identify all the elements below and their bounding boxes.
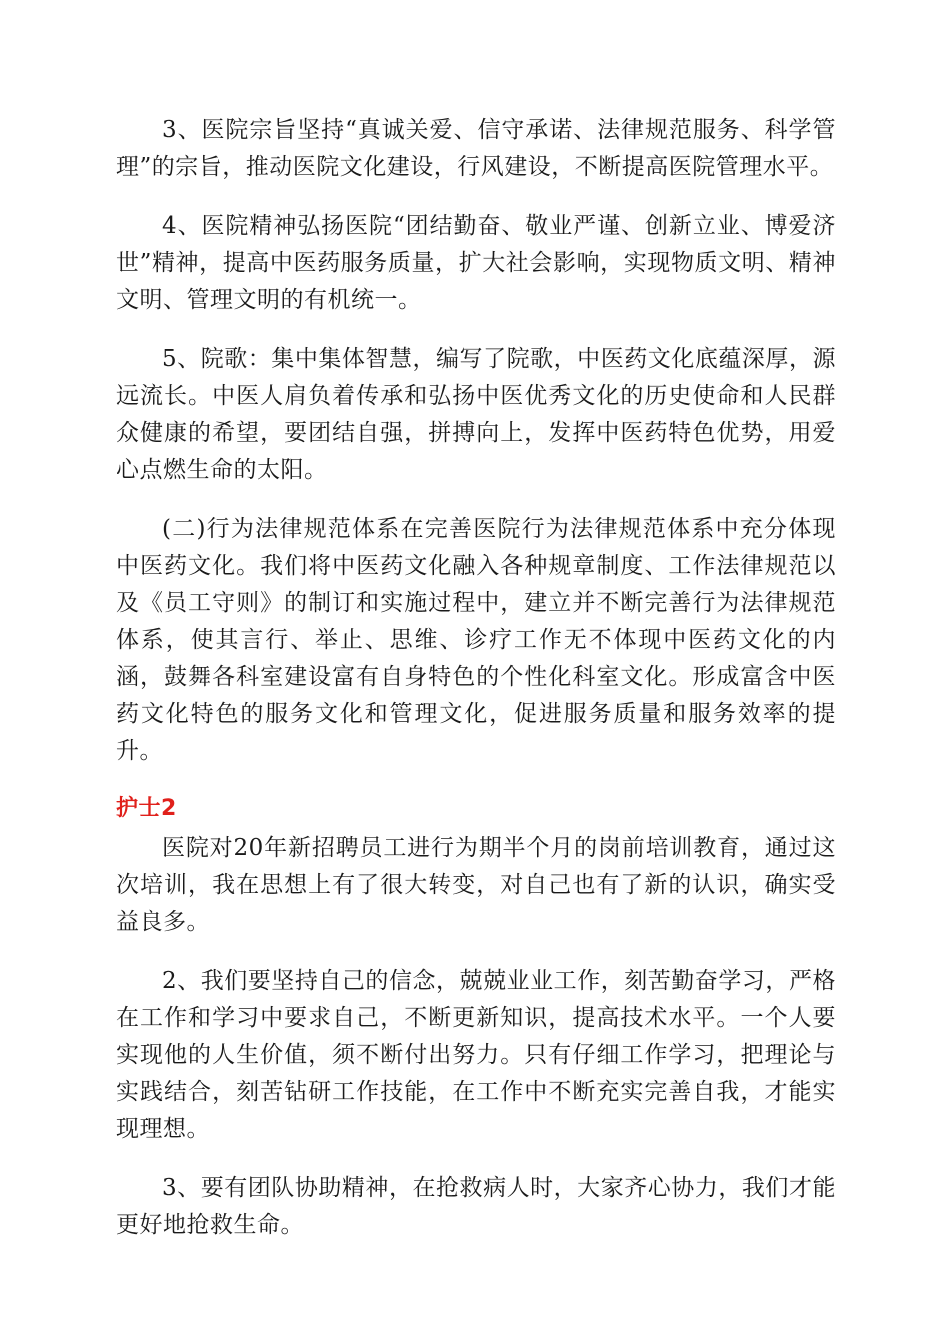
paragraph-behavior-norms: (二)行为法律规范体系在完善医院行为法律规范体系中充分体现中医药文化。我们将中医药文化融入各种规章制度、工作法律规范以及《员工守则》的制订和实施过程中，建立并不断完善行为法律规范体系，使其言行、举止、思维、诊疗工作无不体现中医药文化的内涵，鼓舞各科室建设富有自身特色的个性化科室文化。形成富含中医药文化特色的服务文化和管理文化，促进服务质量和服务效率的提升。 <box>116 516 836 764</box>
paragraph-hospital-spirit: 4、医院精神弘扬医院“团结勤奋、敬业严谨、创新立业、博爱济世”精神，提高中医药服务质量，扩大社会影响，实现物质文明、精神文明、管理文明的有机统一。 <box>116 213 836 313</box>
paragraph-training-intro: 医院对20年新招聘员工进行为期半个月的岗前培训教育，通过这次培训，我在思想上有了很大转变，对自己也有了新的认识，确实受益良多。 <box>116 835 836 935</box>
paragraph-teamwork: 3、要有团队协助精神，在抢救病人时，大家齐心协力，我们才能更好地抢救生命。 <box>116 1175 836 1238</box>
section-heading: 护士2 <box>116 796 177 821</box>
paragraph-belief: 2、我们要坚持自己的信念，兢兢业业工作，刻苦勤奋学习，严格在工作和学习中要求自己，不断更新知识，提高技术水平。一个人要实现他的人生价值，须不断付出努力。只有仔细工作学习，把理论与实践结合，刻苦钻研工作技能，在工作中不断充实完善自我，才能实现理想。 <box>116 968 836 1142</box>
paragraph-hospital-song: 5、院歌：集中集体智慧，编写了院歌，中医药文化底蕴深厚，源远流长。中医人肩负着传承和弘扬中医优秀文化的历史使命和人民群众健康的希望，要团结自强，拼搏向上，发挥中医药特色优势，用爱心点燃生命的太阳。 <box>116 346 836 483</box>
paragraph-hospital-purpose: 3、医院宗旨坚持“真诚关爱、信守承诺、法律规范服务、科学管理”的宗旨，推动医院文化建设，行风建设，不断提高医院管理水平。 <box>116 117 836 180</box>
document-body <box>116 112 836 1266</box>
